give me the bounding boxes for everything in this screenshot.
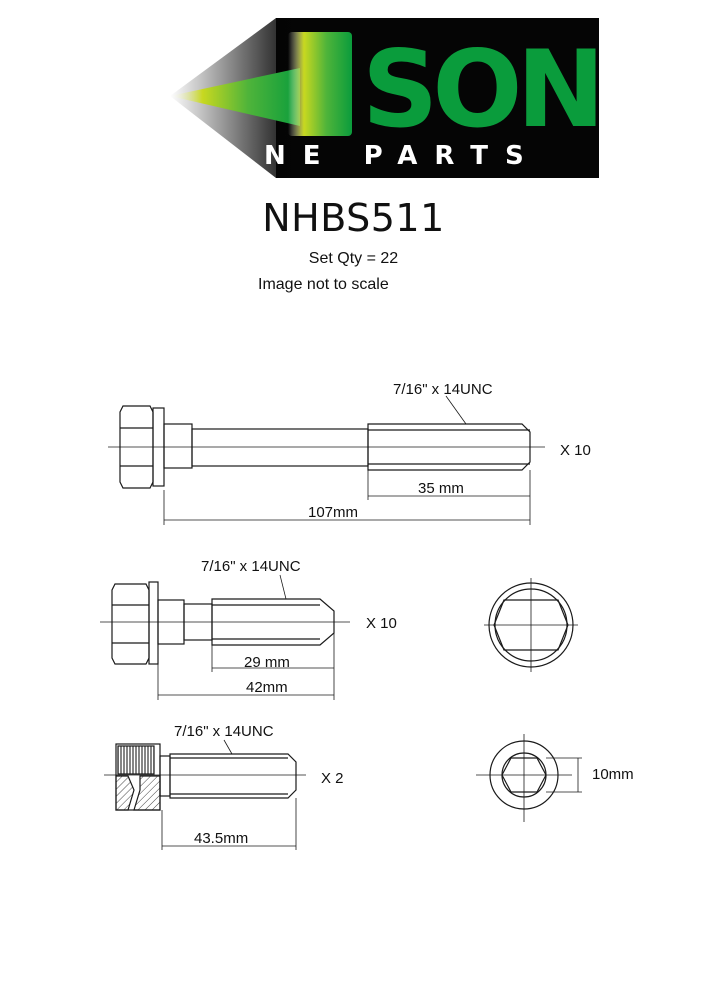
bolt-3-overall-length: 43.5mm [194,830,249,847]
hex-head-end-view [484,578,578,672]
logo-tagline: NE PARTS [264,141,541,171]
bolt-2-thread-label: 7/16" x 14UNC [201,558,301,575]
bolt-3-quantity: X 2 [321,770,344,787]
socket-end-view [476,734,582,822]
socket-size-label: 10mm [592,766,634,783]
bolt-2-quantity: X 10 [366,615,397,632]
scale-note: Image not to scale [258,276,389,293]
bolt-2-drawing [100,575,350,700]
bolt-1-quantity: X 10 [560,442,591,459]
bolt-2-overall-length: 42mm [246,679,288,696]
part-number: NHBS511 [262,196,445,240]
logo-mark: SON [362,28,599,151]
bolt-1-overall-length: 107mm [308,504,359,521]
bolt-3-thread-label: 7/16" x 14UNC [174,723,274,740]
bolt-2-thread-length: 29 mm [244,654,290,671]
set-quantity: Set Qty = 22 [308,250,399,267]
bolt-1-thread-label: 7/16" x 14UNC [393,381,493,398]
bolt-1-thread-length: 35 mm [418,480,464,497]
